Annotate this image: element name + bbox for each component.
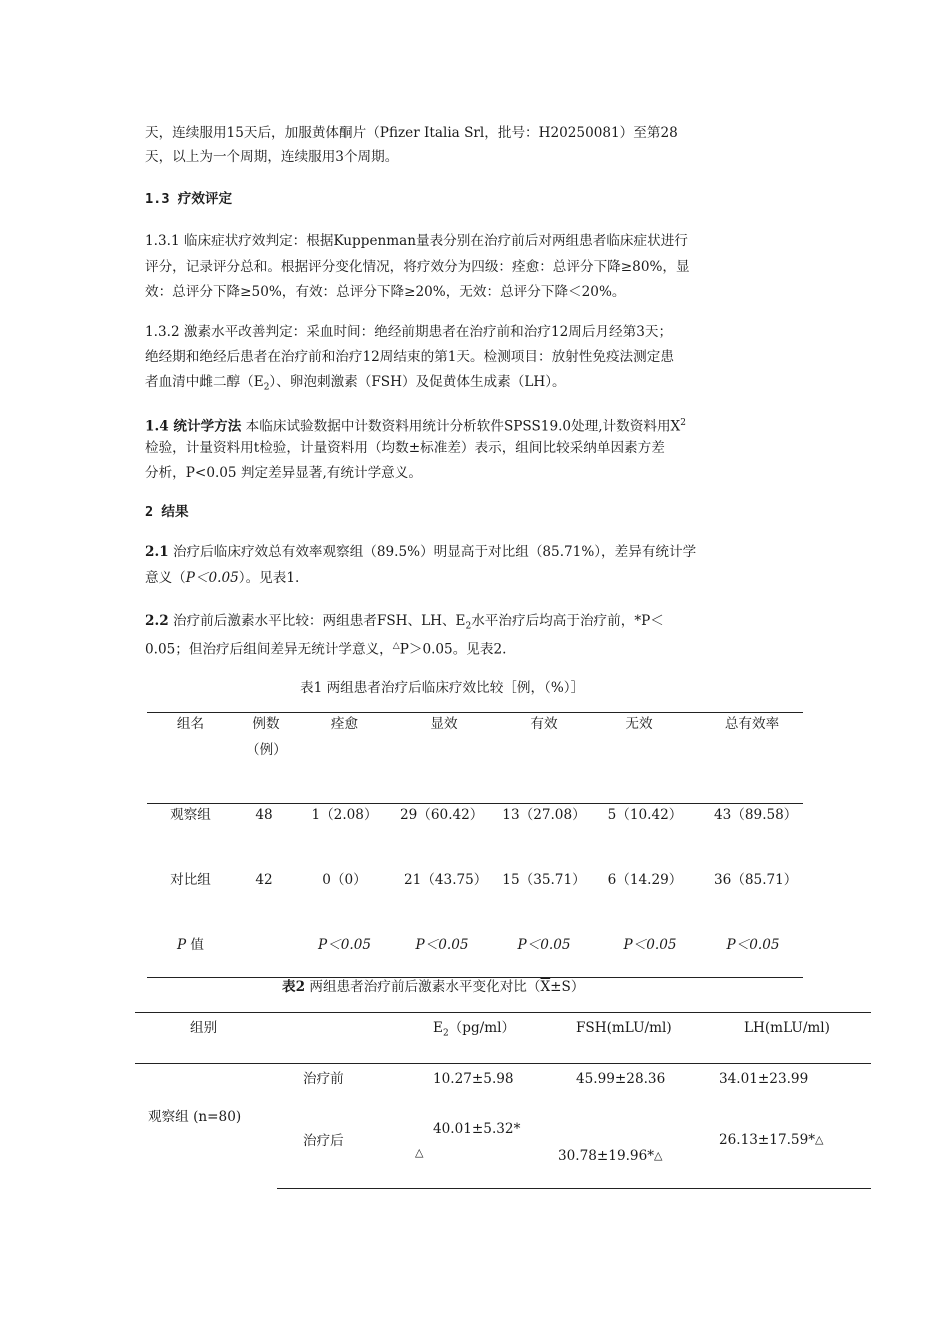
text-line xyxy=(145,540,696,564)
table2-header-e2 xyxy=(433,1018,515,1044)
x-bar-symbol: $\overline{X}$ xyxy=(540,979,551,995)
section-label: 2.1 xyxy=(145,544,169,560)
triangle-mark: △ xyxy=(415,1146,424,1159)
table2-group-label: 观察组 (n=80) xyxy=(148,1109,242,1125)
text-span: P xyxy=(176,937,187,953)
table1-header-cell: 有效 xyxy=(530,716,558,732)
text-span: 者血清中雌二醇（E xyxy=(145,374,264,390)
section-heading: 1.3 疗效评定 xyxy=(145,191,233,207)
section-label: 2.2 xyxy=(145,613,169,629)
text-span: ）。见表1. xyxy=(238,570,300,586)
text-span: 意义（ xyxy=(145,570,186,586)
text-span: 水平治疗后均高于治疗前，*P＜ xyxy=(471,613,664,629)
table2-top-rule xyxy=(135,1012,871,1013)
table1-cell: 29（60.42） xyxy=(400,807,484,823)
table2-cell: 45.99±28.36 xyxy=(576,1071,666,1087)
text-span: 治疗后临床疗效总有效率观察组（89.5%）明显高于对比组（85.71%），差异有统计学 xyxy=(168,544,697,560)
triangle-mark: △ xyxy=(815,1133,824,1146)
table1-cell: 43（89.58） xyxy=(714,807,798,823)
table2-cell xyxy=(558,1146,663,1166)
text-span: 26.13±17.59* xyxy=(719,1132,816,1148)
text-line: 检验，计量资料用t检验，计量资料用（均数±标准差）表示，组间比较采纳单因素方差 xyxy=(145,440,665,456)
table2-cell: 10.27±5.98 xyxy=(433,1071,514,1087)
text-line xyxy=(145,370,566,400)
text-span: ）、卵泡刺激素（FSH）及促黄体生成素（LH）。 xyxy=(269,374,566,390)
text-line xyxy=(145,566,299,590)
text-line: 分析，P<0.05 判定差异显著,有统计学意义。 xyxy=(145,465,422,481)
table1-cell: 42 xyxy=(255,872,273,888)
text-span: 0.05；但治疗后组间差异无统计学意义， xyxy=(145,641,393,658)
table2-header-rule xyxy=(135,1063,871,1064)
text-line xyxy=(145,411,686,439)
table1-header-cell: 组名 xyxy=(176,716,205,732)
table1-header-cell: 痊愈 xyxy=(330,716,359,732)
table2-cell xyxy=(719,1130,824,1150)
table1-cell: 13（27.08） xyxy=(502,807,586,823)
table1-cell: 36（85.71） xyxy=(714,872,798,888)
table1-cell: 观察组 xyxy=(170,807,211,823)
text-span: 本临床试验数据中计数资料用统计分析软件SPSS19.0处理,计数资料用X xyxy=(241,418,681,435)
table1-p-value: P＜0.05 xyxy=(726,937,780,953)
table1-caption: 表1 两组患者治疗后临床疗效比较［例，（%）］ xyxy=(300,680,585,696)
superscript: 2 xyxy=(680,418,686,428)
section-label: 1.4 统计学方法 xyxy=(145,418,242,435)
section-heading: 2 结果 xyxy=(145,504,189,520)
table1-p-value: P＜0.05 xyxy=(317,937,371,953)
table1-header-cell: 显效 xyxy=(430,716,458,732)
text-span: （pg/ml） xyxy=(448,1020,516,1036)
table2-bottom-rule xyxy=(277,1188,871,1189)
text-span: ±S） xyxy=(550,979,585,995)
text-line: 天，以上为一个周期，连续服用3个周期。 xyxy=(145,149,399,165)
table1-cell: 48 xyxy=(255,807,273,823)
text-line: 评分，记录评分总和。根据评分变化情况，将疗效分为四级：痊愈：总评分下降≥80%，显 xyxy=(145,259,690,275)
subscript: 2 xyxy=(442,1028,449,1039)
text-line: 绝经期和绝经后患者在治疗前和治疗12周结束的第1天。检测项目：放射性免疫法测定患 xyxy=(145,349,674,365)
table1-header-cell: 无效 xyxy=(625,716,653,732)
text-span: 两组患者治疗前后激素水平变化对比（ xyxy=(305,979,541,995)
text-span: P＞0.05。见表2. xyxy=(399,641,507,658)
table1-cell: 21（43.75） xyxy=(404,872,488,888)
text-span: 30.78±19.96* xyxy=(558,1148,655,1164)
table1-p-value: P＜0.05 xyxy=(415,937,469,953)
text-line: 1.3.2 激素水平改善判定：采血时间：绝经前期患者在治疗前和治疗12周后月经第3天； xyxy=(145,324,673,340)
table1-cell: 6（14.29） xyxy=(607,872,683,888)
table2-cell: 34.01±23.99 xyxy=(719,1071,809,1087)
table1-p-value: P＜0.05 xyxy=(517,937,571,953)
table1-header-cell: 例数（例） xyxy=(246,716,287,758)
text-span: 值 xyxy=(186,937,205,953)
table1-cell: 5（10.42） xyxy=(607,807,683,823)
triangle-mark: △ xyxy=(654,1149,663,1162)
subscript: 2 xyxy=(263,382,270,393)
text-span: 表2 xyxy=(282,979,306,995)
text-line: 效：总评分下降≥50%，有效：总评分下降≥20%，无效：总评分下降＜20%。 xyxy=(145,284,626,300)
table2-phase: 治疗前 xyxy=(303,1071,344,1087)
text-line: 1.3.1 临床症状疗效判定：根据Kuppenman量表分别在治疗前后对两组患者临床症状进行 xyxy=(145,233,688,249)
table1-cell: 15（35.71） xyxy=(502,872,586,888)
table2-cell: 40.01±5.32* xyxy=(433,1121,521,1137)
table1-p-label xyxy=(148,932,233,958)
table2-header-group: 组别 xyxy=(190,1020,218,1036)
text-span: 治疗前后激素水平比较：两组患者FSH、LH、E xyxy=(168,613,466,629)
table2-header-lh: LH(mLU/ml) xyxy=(744,1020,830,1036)
table1-header-cell: 总有效率 xyxy=(724,716,780,732)
table2-caption xyxy=(282,977,584,997)
table1-cell: 对比组 xyxy=(170,872,211,888)
table1-cell: 0（0） xyxy=(322,872,367,888)
table2-phase: 治疗后 xyxy=(303,1133,344,1149)
text-line xyxy=(145,634,506,662)
text-span: E xyxy=(433,1020,443,1036)
text-line: 天，连续服用15天后，加服黄体酮片（Pfizer Italia Srl，批号：H20250081）至第28 xyxy=(145,125,678,141)
table1-p-value: P＜0.05 xyxy=(623,937,677,953)
triangle-mark: △ xyxy=(392,641,400,651)
table1-cell: 1（2.08） xyxy=(311,807,378,823)
table2-header-fsh: FSH(mLU/ml) xyxy=(576,1020,672,1036)
subscript: 2 xyxy=(465,621,472,632)
p-value: P＜0.05 xyxy=(185,570,239,586)
